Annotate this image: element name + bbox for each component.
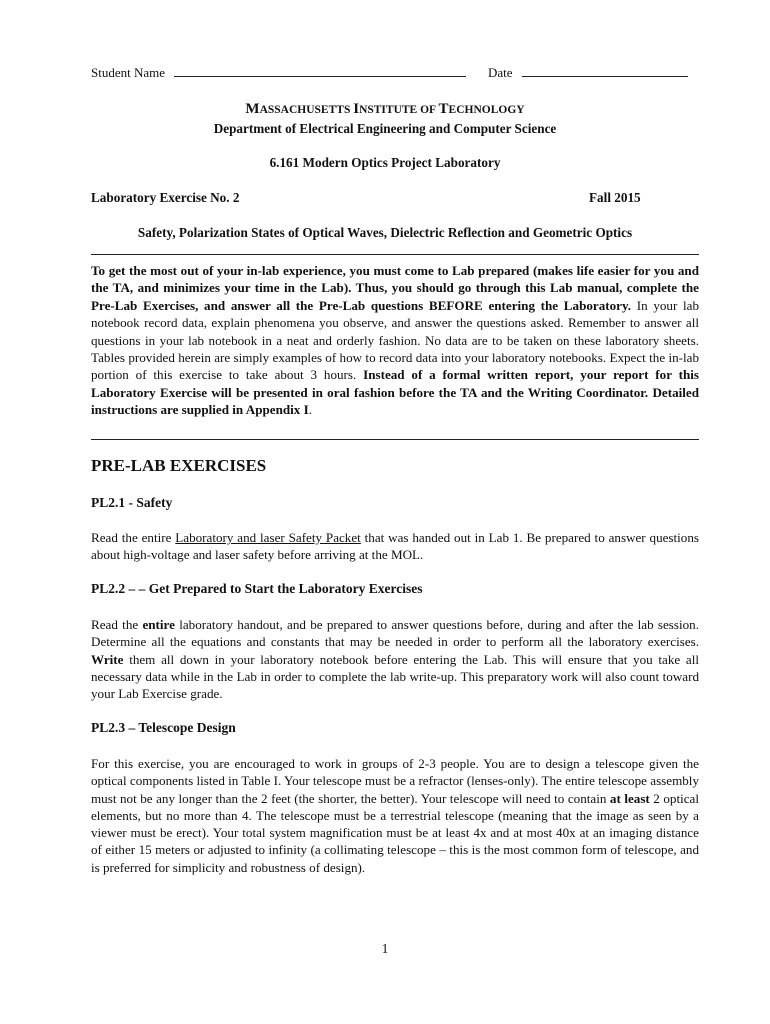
instructions-bold-intro: To get the most out of your in-lab experience, you must come to Lab prepared (makes life easier for you and the TA, and minimizes your time in the Lab). Thus, you should go through this Lab manual, complete the Pre-Lab Exercises, and answer all the Pre-Lab questions BEFORE entering the Laboratory.	[91, 263, 699, 313]
pl3-heading: PL2.3 – Telescope Design	[91, 720, 236, 735]
pl1-text: Read the entire	[91, 530, 176, 545]
pl2-text: Read the	[91, 617, 143, 632]
pl2-bold: entire	[142, 617, 175, 632]
instructions-block	[91, 262, 699, 419]
prelab-title: PRE-LAB EXERCISES	[91, 456, 267, 475]
title-part: T	[438, 101, 449, 117]
divider-bottom	[91, 439, 699, 440]
lab-subtitle: Safety, Polarization States of Optical Waves, Dielectric Reflection and Geometric Optics	[137, 225, 633, 240]
title-part: M	[245, 101, 260, 117]
pl3-paragraph	[91, 755, 699, 876]
pl1-heading: PL2.1 - Safety	[91, 495, 173, 510]
title-part: I	[353, 101, 360, 117]
instructions-bold-end: Instead of a formal written report, your report for this Laboratory Exercise will be presented in oral fashion before the TA and the Writing Coordinator. Detailed instructions are supplied in Appendix I	[91, 367, 699, 418]
pl2-paragraph	[91, 616, 699, 702]
lab-term: Fall 2015	[589, 190, 641, 205]
department-name: Department of Electrical Engineering and Computer Science	[213, 121, 557, 136]
safety-packet-link[interactable]: Laboratory and laser Safety Packet	[175, 530, 361, 545]
pl1-paragraph	[91, 529, 699, 564]
student-name-field[interactable]	[174, 64, 466, 77]
title-part: ASSACHUSETTS	[259, 104, 354, 116]
divider-top	[91, 254, 699, 255]
student-name-row	[91, 64, 466, 81]
course-title: 6.161 Modern Optics Project Laboratory	[269, 155, 501, 170]
title-part: ECHNOLOGY	[448, 104, 525, 116]
lab-exercise-number: Laboratory Exercise No. 2	[91, 190, 240, 205]
pl2-text: laboratory handout, and be prepared to answer questions before, during and after the lab session. Determine all the equations and constants that may be needed in order to perform all the laboratory exercises.	[91, 617, 699, 650]
pl2-bold: Write	[91, 651, 124, 667]
title-part: NSTITUTE OF	[359, 104, 439, 116]
date-row	[488, 64, 688, 81]
pl2-text: them all down in your laboratory notebook before entering the Lab. This will ensure that you take all necessary data while in the Lab in order to complete the lab write-up. This preparatory work will also count toward your Lab Exercise grade.	[91, 651, 699, 702]
student-name-label: Student Name	[91, 65, 166, 80]
instructions-period: .	[308, 402, 312, 418]
date-field[interactable]	[522, 64, 688, 77]
institute-title	[0, 100, 770, 118]
date-label: Date	[488, 65, 513, 80]
pl3-bold: at least	[609, 790, 650, 806]
pl2-heading: PL2.2 – – Get Prepared to Start the Laboratory Exercises	[91, 581, 423, 596]
pl3-text: For this exercise, you are encouraged to work in groups of 2-3 people. You are to design a telescope given the optical components listed in Table I. Your telescope must be a refractor (lenses-only). The entire telescope assembly must not be any longer than the 2 feet (the shorter, the better). Your telescope will need to contain	[91, 756, 699, 806]
page-number: 1	[381, 941, 389, 956]
pl1-text: that was handed out in Lab 1. Be prepared to answer questions about high-voltage and laser safety before arriving at the MOL.	[91, 530, 699, 563]
pl3-text: 2 optical elements, but no more than 4. The telescope must be a terrestrial telescope (meaning that the image as seen by a viewer must be erect). Your total system magnification must be at least 4x and at most 40x at an imaging distance of either 15 meters or adjusted to infinity (a collimating telescope – this is the most common form of telescope, and is preferred for simplicity and robustness of design).	[91, 790, 699, 875]
instructions-text: In your lab notebook record data, explain phenomena you observe, and answer the questions asked. Remember to answer all questions in your lab notebook in a neat and orderly fashion. No data are to be taken on these laboratory sheets. Tables provided herein are simply examples of how to record data into your laboratory notebooks. Expect the in-lab portion of this exercise to take about 3 hours.	[91, 297, 699, 383]
